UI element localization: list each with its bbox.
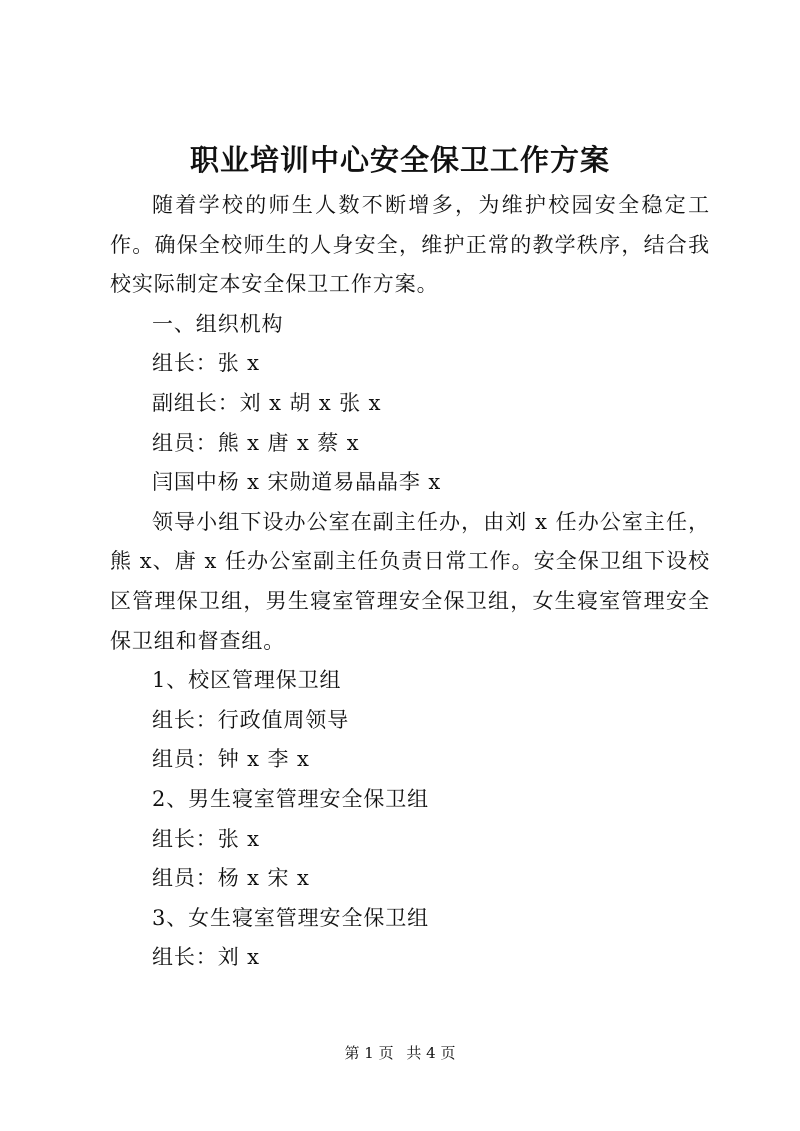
office-paragraph: 领导小组下设办公室在副主任办，由刘 x 任办公室主任，熊 x、唐 x 任办公室副主任负责日常工作。安全保卫组下设校区管理保卫组，男生寝室管理安全保卫组，女生寝室管理安全保卫组和督查组。 [110,509,710,653]
female-dorm-leader-line: 组长：刘 x [152,945,260,970]
group-heading-female-dorm: 3、女生寝室管理安全保卫组 [152,905,430,930]
members-line: 组员：熊 x 唐 x 蔡 x [152,430,360,455]
page-number: 第 1 页 [344,1044,394,1062]
section-heading-organization: 一、组织机构 [152,311,284,336]
male-dorm-leader-line: 组长：张 x [152,826,260,851]
deputy-leader-line: 副组长：刘 x 胡 x 张 x [152,390,382,415]
document-title: 职业培训中心安全保卫工作方案 [189,143,610,177]
page-total: 共 4 页 [406,1044,456,1062]
male-dorm-members-line: 组员：杨 x 宋 x [152,866,310,891]
document-body [110,186,710,978]
intro-paragraph: 随着学校的师生人数不断增多，为维护校园安全稳定工作。确保全校师生的人身安全，维护正常的教学秩序，结合我校实际制定本安全保卫工作方案。 [110,193,710,297]
page-footer [0,1042,800,1064]
group-heading-male-dorm: 2、男生寝室管理安全保卫组 [152,786,430,811]
members-continued-line: 闫国中杨 x 宋勋道易晶晶李 x [152,470,442,495]
leader-line: 组长：张 x [152,351,260,376]
campus-members-line: 组员：钟 x 李 x [152,747,310,772]
campus-leader-line: 组长：行政值周领导 [152,707,350,732]
group-heading-campus: 1、校区管理保卫组 [152,668,342,693]
